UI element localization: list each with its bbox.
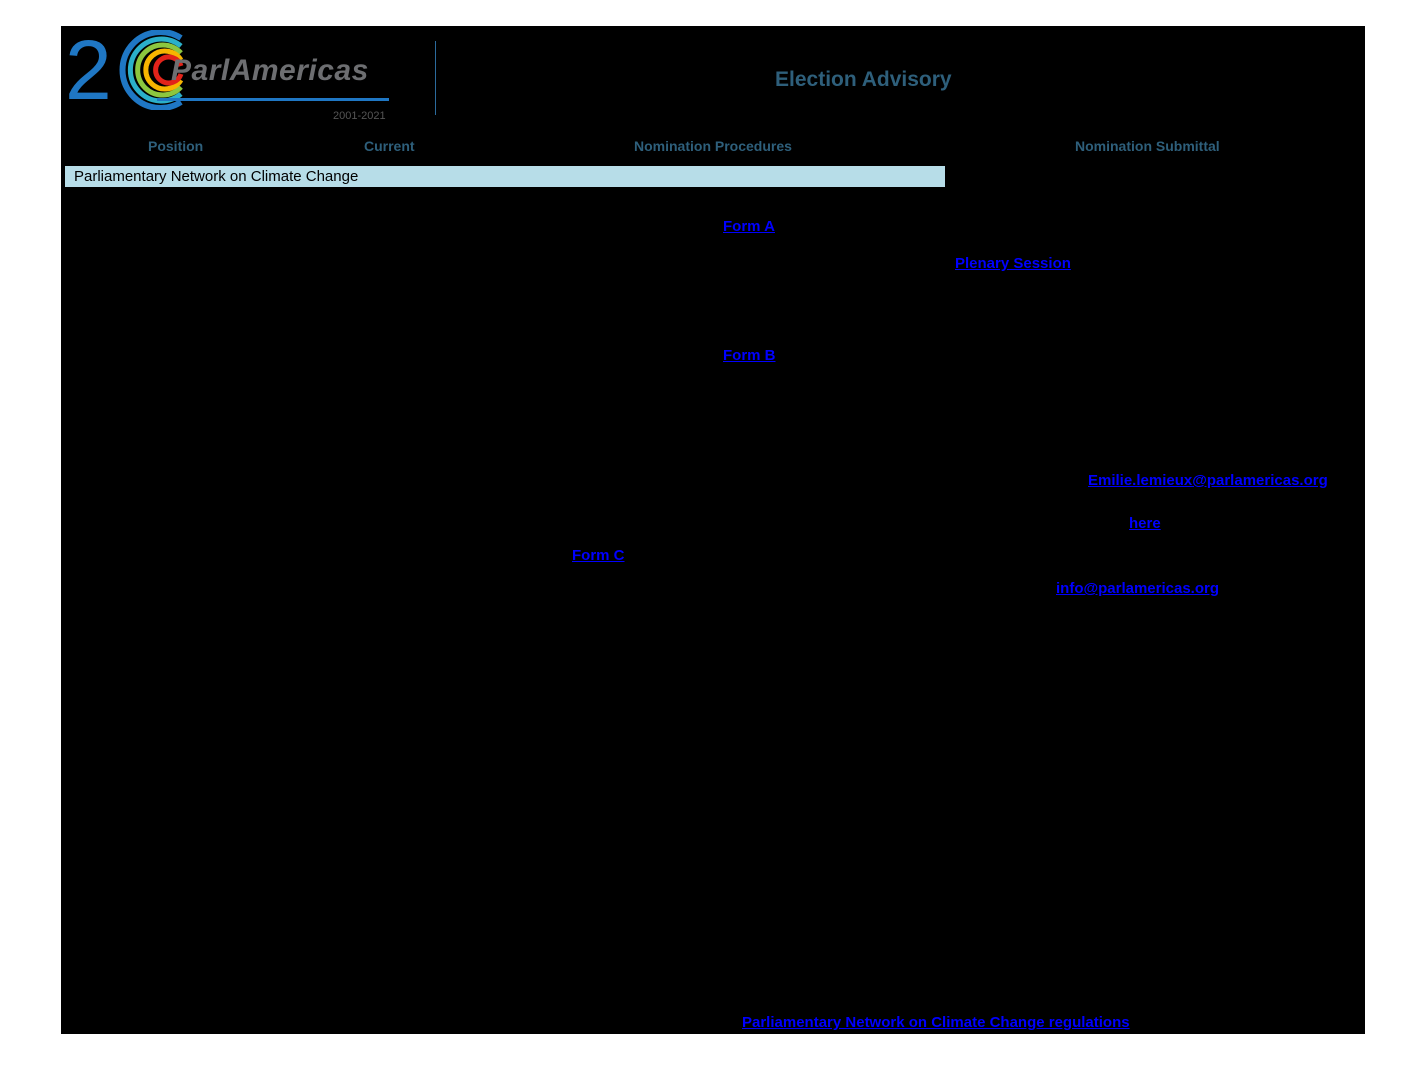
- parlamericas-logo: [65, 23, 395, 128]
- column-header-current: Current: [364, 138, 415, 154]
- column-header-position: Position: [148, 138, 204, 154]
- logo-numeral: 2: [65, 23, 112, 117]
- header-divider: [435, 41, 436, 115]
- form-c-link[interactable]: Form C: [572, 547, 625, 564]
- info-email-link[interactable]: info@parlamericas.org: [1056, 580, 1220, 597]
- plenary-session-link[interactable]: Plenary Session: [955, 255, 1071, 272]
- document-page: [61, 23, 1365, 1034]
- section-label: Parliamentary Network on Climate Change: [74, 168, 359, 185]
- logo-underline: [157, 98, 389, 101]
- here-link[interactable]: here: [1129, 515, 1161, 532]
- form-b-link[interactable]: Form B: [723, 347, 776, 364]
- regulations-link[interactable]: Parliamentary Network on Climate Change regulations: [742, 1014, 1130, 1031]
- logo-wordmark: ParlAmericas: [171, 54, 369, 87]
- page-title: Election Advisory: [775, 68, 952, 91]
- column-header-nomination-procedures: Nomination Procedures: [634, 138, 792, 154]
- email-contact-link[interactable]: Emilie.lemieux@parlamericas.org: [1088, 472, 1328, 489]
- column-header-nomination-submittal: Nomination Submittal: [1075, 138, 1220, 154]
- logo-years: 2001-2021: [333, 110, 386, 122]
- form-a-link[interactable]: Form A: [723, 218, 775, 235]
- section-header-bar: [65, 166, 945, 187]
